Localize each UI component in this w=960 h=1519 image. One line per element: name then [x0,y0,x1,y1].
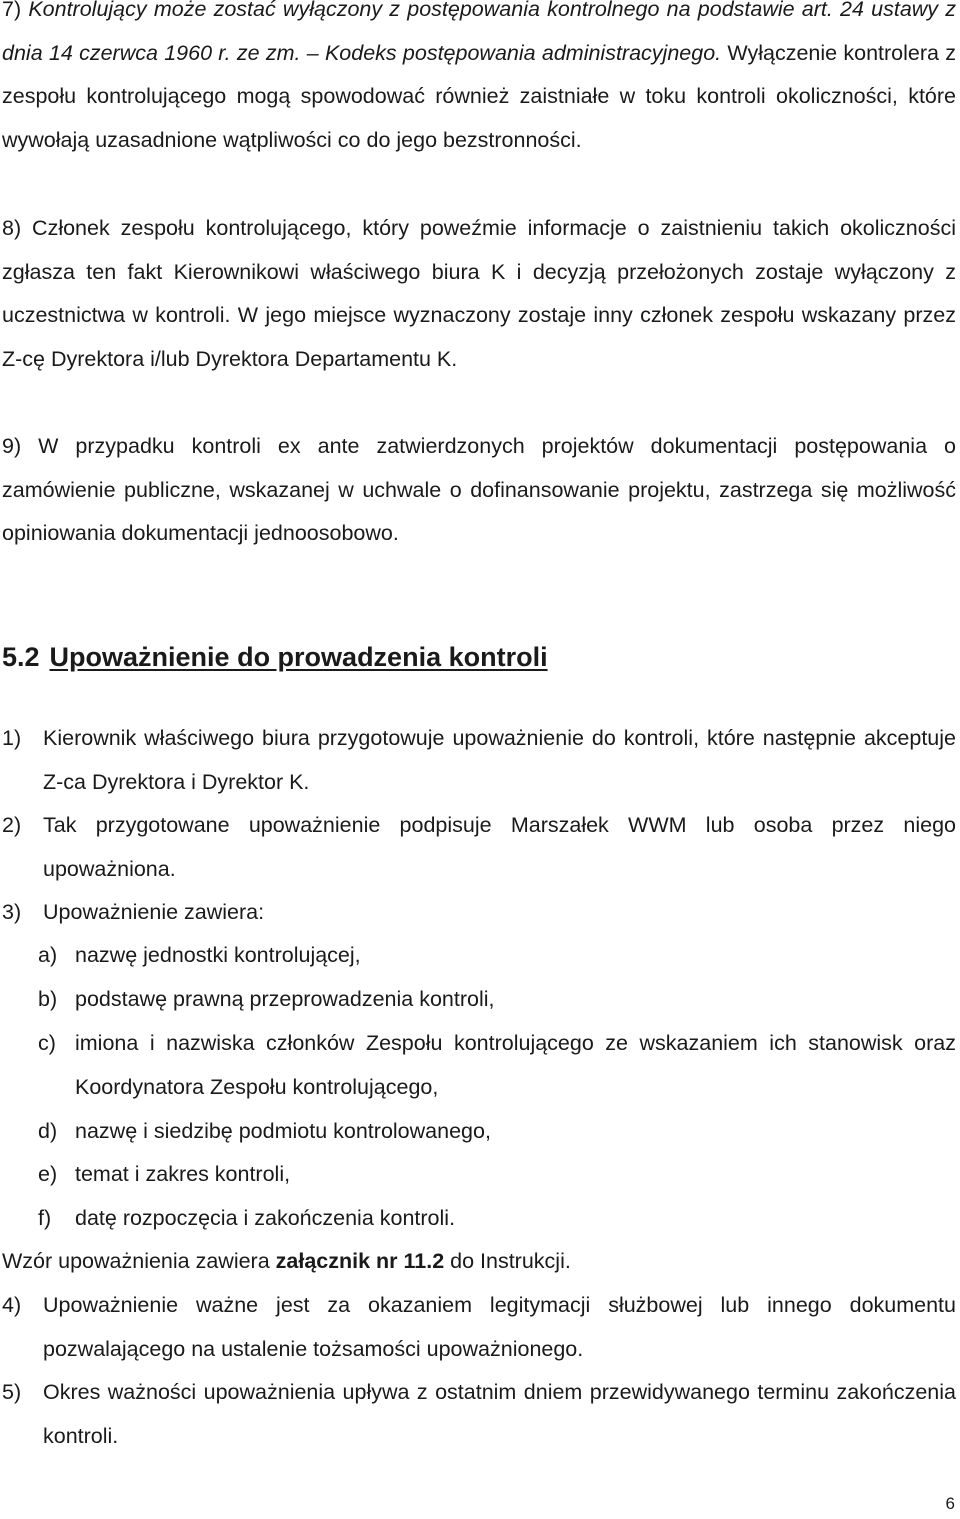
list-item-label: 2) [2,813,22,837]
paragraph-7-label: 7) [2,0,22,21]
list-item [2,804,956,891]
paragraph-7-text: Wyłączenie kontrolera z zespołu kontrolującego mogą spowodować również zaistniałe w toku kontroli okoliczności, które wywołają uzasadnione wątpliwości co do jego bezstronności. [2,40,956,152]
template-note [2,1240,956,1284]
sub-list-item-text: podstawę prawną przeprowadzenia kontroli, [75,987,495,1011]
section-title: Upoważnienie do prowadzenia kontroli [49,642,548,672]
sub-list-item-label: c) [38,1031,56,1055]
list-item-text: Tak przygotowane upoważnienie podpisuje Marszałek WWM lub osoba przez niego upoważniona. [43,813,956,881]
sub-list-item-text: nazwę i siedzibę podmiotu kontrolowanego, [75,1119,491,1143]
template-note-attachment: załącznik nr 11.2 [275,1249,445,1273]
list-item-label: 4) [2,1293,22,1317]
page-number: 6 [945,1494,955,1513]
paragraph-9 [2,425,956,556]
section-heading [2,632,548,682]
sub-list-item-label: d) [38,1119,58,1143]
list-item-label: 3) [2,900,22,924]
paragraph-8 [2,207,956,381]
sub-list-item-label: e) [38,1162,58,1186]
list-item-text: Upoważnienie zawiera: [43,900,265,924]
list-item [2,717,956,804]
paragraph-8-label: 8) [2,216,22,240]
sub-list-item [38,1197,956,1241]
section-number: 5.2 [2,642,40,672]
list-item-label: 1) [2,726,22,750]
sub-list-item [38,1110,956,1154]
paragraph-8-text: Członek zespołu kontrolującego, który poweźmie informacje o zaistnieniu takich okoliczności zgłasza ten fakt Kierownikowi właściwego biura K i decyzją przełożonych zostaje wyłączony z uczestnictwa w kontroli. W jego miejsce wyznaczony zostaje inny członek zespołu wskazany przez Z-cę Dyrektora i/lub Dyrektora Departamentu K. [2,216,956,371]
template-note-before: Wzór upoważnienia zawiera [2,1249,276,1273]
list-item [2,1371,956,1458]
sub-list-item-label: f) [38,1206,52,1230]
paragraph-7-legal-basis: Kontrolujący może zostać wyłączony z postępowania kontrolnego na podstawie art. 24 ustawy z dnia 14 czerwca 1960 r. ze zm. – Kodeks postępowania administracyjnego. [2,0,956,65]
paragraph-9-text: W przypadku kontroli ex ante zatwierdzonych projektów dokumentacji postępowania o zamówienie publiczne, wskazanej w uchwale o dofinansowanie projektu, zastrzega się możliwość opiniowania dokumentacji jednoosobowo. [2,434,956,545]
sub-list-item-text: temat i zakres kontroli, [75,1162,291,1186]
sub-list-item [38,1153,956,1197]
template-note-after: do Instrukcji. [444,1249,571,1273]
sub-list-item-text: nazwę jednostki kontrolującej, [75,943,361,967]
sub-list-item-label: b) [38,987,58,1011]
sub-list-item [38,978,956,1022]
list-item-text: Upoważnienie ważne jest za okazaniem legitymacji służbowej lub innego dokumentu pozwalającego na ustalenie tożsamości upoważnionego. [43,1293,956,1361]
sub-list-item [38,1022,956,1109]
list-item-text: Kierownik właściwego biura przygotowuje upoważnienie do kontroli, które następnie akceptuje Z-ca Dyrektora i Dyrektor K. [43,726,956,794]
list-item [2,1284,956,1371]
sub-list-item-text: imiona i nazwiska członków Zespołu kontrolującego ze wskazaniem ich stanowisk oraz Koordynatora Zespołu kontrolującego, [75,1031,956,1099]
paragraph-9-label: 9) [2,434,22,458]
list-item-label: 5) [2,1380,22,1404]
sub-list-item-label: a) [38,943,58,967]
paragraph-7 [2,0,956,162]
list-item [2,891,956,935]
sub-list-item-text: datę rozpoczęcia i zakończenia kontroli. [75,1206,456,1230]
list-item-text: Okres ważności upoważnienia upływa z ostatnim dniem przewidywanego terminu zakończenia kontroli. [43,1380,956,1448]
sub-list-item [38,934,956,978]
